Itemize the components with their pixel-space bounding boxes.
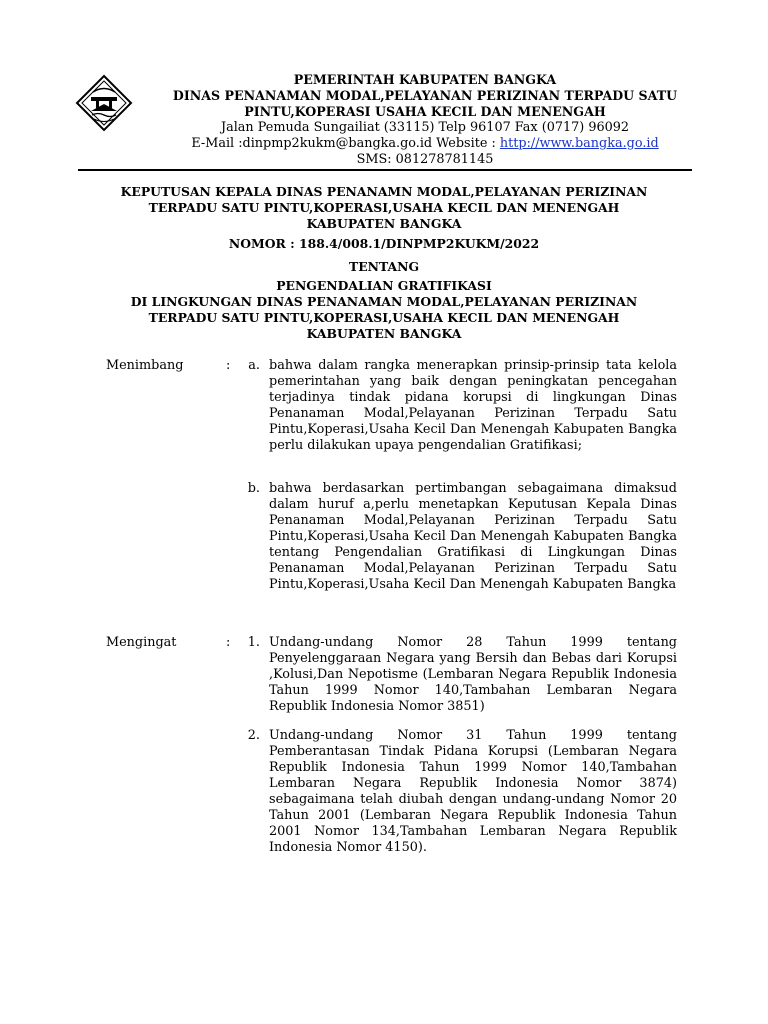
mengingat-colon: :	[226, 635, 231, 650]
letterhead-divider	[78, 169, 692, 171]
email-text: E-Mail :dinpmp2kukm@bangka.go.id Website :	[191, 136, 500, 151]
letterhead-government: PEMERINTAH KABUPATEN BANGKA	[293, 72, 557, 87]
menimbang-item-a-marker: a.	[248, 358, 260, 373]
decree-title-line-1: KEPUTUSAN KEPALA DINAS PENANAMN MODAL,PELAYANAN PERIZINAN	[120, 184, 648, 199]
website-link[interactable]: http://www.bangka.go.id	[499, 136, 659, 151]
decree-subject-line-1: PENGENDALIAN GRATIFIKASI	[276, 278, 492, 293]
decree-subject-line-3: TERPADU SATU PINTU,KOPERASI,USAHA KECIL DAN MENENGAH	[148, 310, 620, 325]
letterhead-agency-line-2: PINTU,KOPERASI USAHA KECIL DAN MENENGAH	[244, 104, 606, 119]
menimbang-label: Menimbang	[106, 358, 184, 373]
decree-title-line-2: TERPADU SATU PINTU,KOPERASI,USAHA KECIL DAN MENENGAH	[148, 200, 620, 215]
mengingat-item-2-text: Undang-undang Nomor 31 Tahun 1999 tentang Pemberantasan Tindak Pidana Korupsi (Lembaran Negara Republik Indonesia Tahun 1999 Nomor 140,Tambahan Lembaran Negara Republik Indonesia Nomor 3874) sebagaimana telah diubah dengan undang-undang Nomor 20 Tahun 2001 (Lembaran Negara Republik Indonesia Tahun 2001 Nomor 134,Tambahan Lembaran Negara Republik Indonesia Nomor 4150).	[269, 728, 677, 855]
decree-subject-line-4: KABUPATEN BANGKA	[306, 326, 462, 341]
decree-subject-line-2: DI LINGKUNGAN DINAS PENANAMAN MODAL,PELAYANAN PERIZINAN	[130, 294, 638, 309]
mengingat-label: Mengingat	[106, 635, 177, 650]
bangka-regency-emblem-icon	[74, 74, 134, 132]
menimbang-colon: :	[226, 358, 231, 373]
mengingat-item-2-marker: 2.	[247, 728, 260, 743]
decree-number: NOMOR : 188.4/008.1/DINPMP2KUKM/2022	[228, 236, 540, 251]
decree-title-line-3: KABUPATEN BANGKA	[306, 216, 462, 231]
mengingat-item-1-marker: 1.	[247, 635, 260, 650]
mengingat-item-1-text: Undang-undang Nomor 28 Tahun 1999 tentang Penyelenggaraan Negara yang Bersih dan Bebas dari Korupsi ,Kolusi,Dan Nepotisme (Lembaran Negara Republik Indonesia Tahun 1999 Nomor 140,Tambahan Lembaran Negara Republik Indonesia Nomor 3851)	[269, 635, 677, 714]
letterhead-agency-line-1: DINAS PENANAMAN MODAL,PELAYANAN PERIZINAN TERPADU SATU	[172, 88, 678, 103]
letterhead-contact	[130, 136, 720, 152]
decree-tentang: TENTANG	[348, 259, 420, 274]
letterhead-address: Jalan Pemuda Sungailiat (33115) Telp 96107 Fax (0717) 96092	[220, 120, 630, 135]
menimbang-item-b-text: bahwa berdasarkan pertimbangan sebagaimana dimaksud dalam huruf a,perlu menetapkan Keputusan Kepala Dinas Penanaman Modal,Pelayanan Perizinan Terpadu Satu Pintu,Koperasi,Usaha Kecil Dan Menengah Kabupaten Bangka tentang Pengendalian Gratifikasi di Lingkungan Dinas Penanaman Modal,Pelayanan Perizinan Terpadu Satu Pintu,Koperasi,Usaha Kecil Dan Menengah Kabupaten Bangka	[269, 481, 677, 592]
menimbang-item-b-marker: b.	[247, 481, 260, 496]
letterhead-sms: SMS: 081278781145	[356, 152, 494, 167]
menimbang-item-a-text: bahwa dalam rangka menerapkan prinsip-prinsip tata kelola pemerintahan yang baik dengan peningkatan pencegahan terjadinya tindak pidana korupsi di lingkungan Dinas Penanaman Modal,Pelayanan Perizinan Terpadu Satu Pintu,Koperasi,Usaha Kecil Dan Menengah Kabupaten Bangka perlu dilakukan upaya pengendalian Gratifikasi;	[269, 358, 677, 453]
